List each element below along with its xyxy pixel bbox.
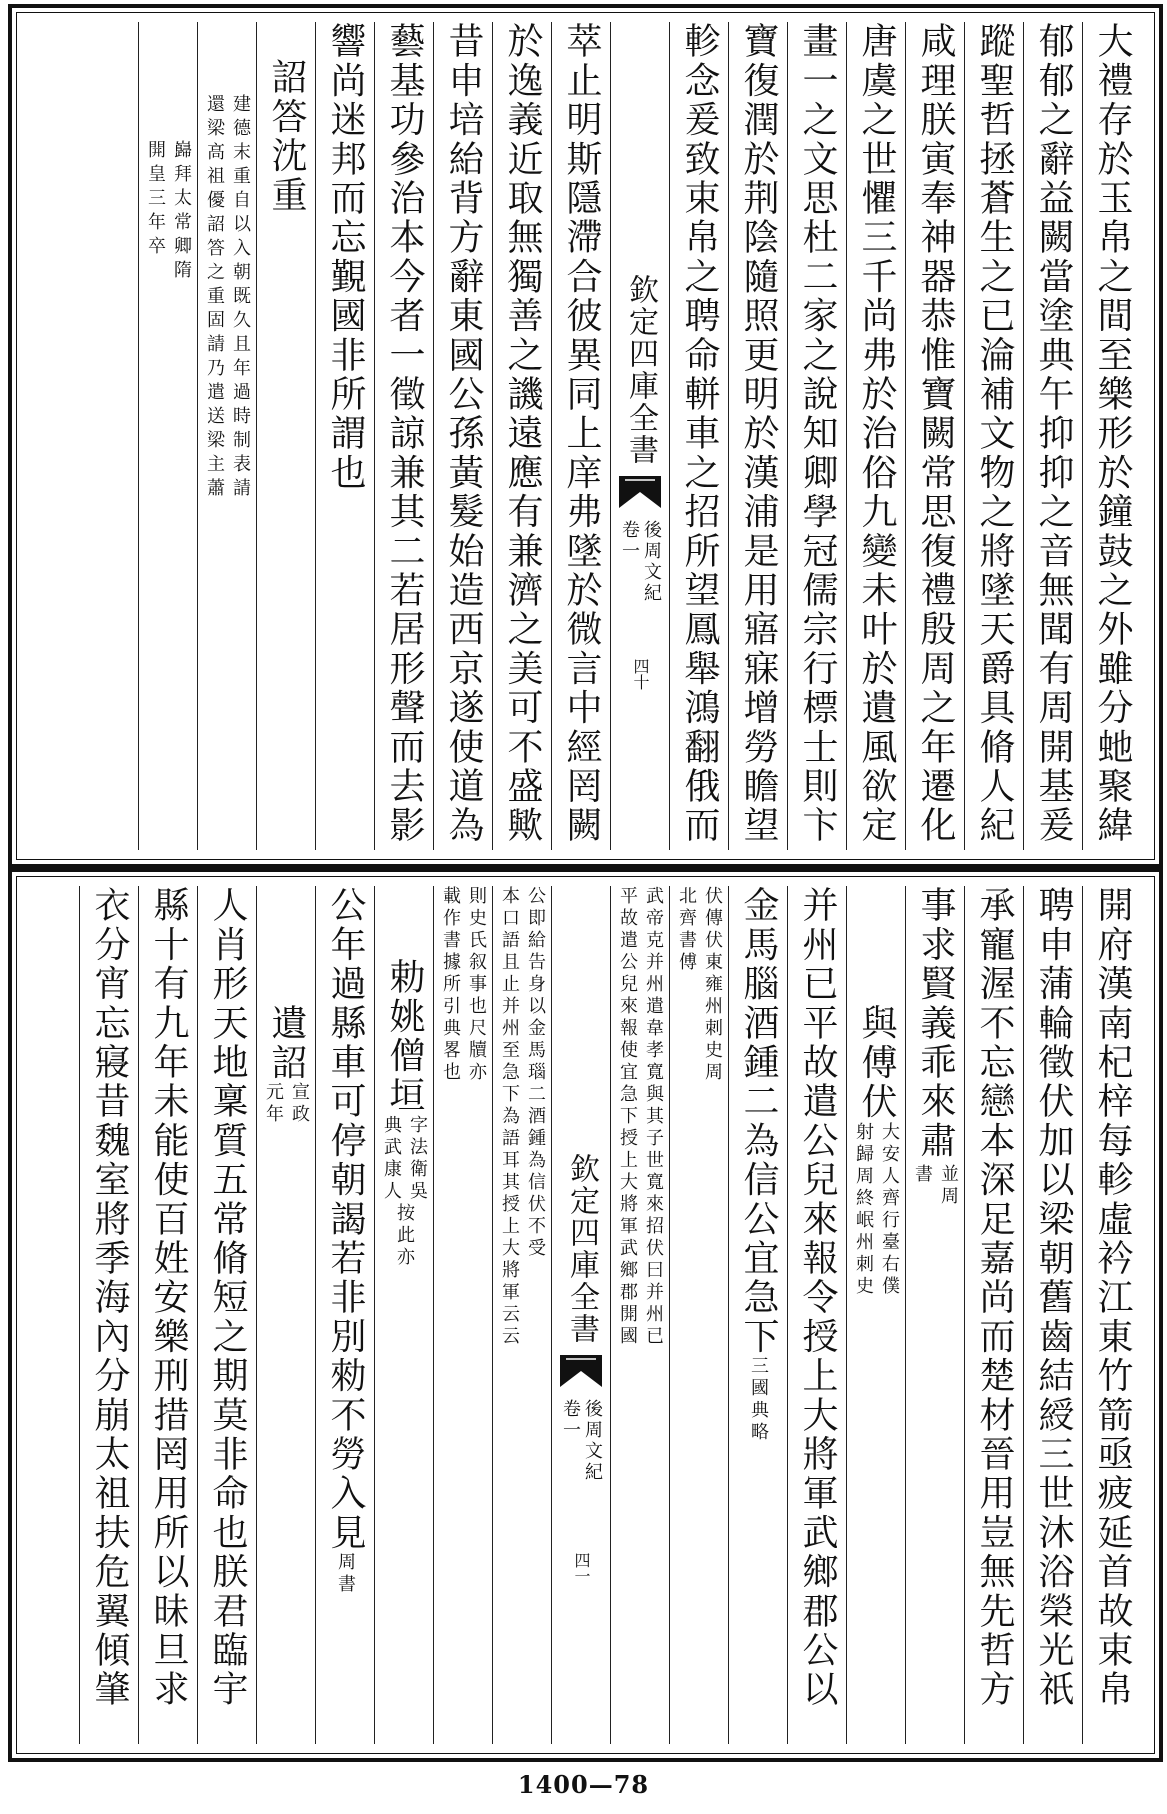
running-sub-b: 卷一 <box>619 520 640 562</box>
top-page-columns <box>30 22 1141 850</box>
running-title: 欽定四庫全書 <box>623 274 658 466</box>
bottom-page-columns <box>30 886 1141 1744</box>
text-column <box>551 22 610 850</box>
text-column <box>964 22 1023 850</box>
column-text: 并州已平故遣公兒來報令授上大將軍武鄉郡公以 <box>797 886 838 1710</box>
note-text: 武帝克并州遣韋孝寬與其子世寬來招伏曰并州已 <box>643 886 664 1348</box>
note-text: 平故遣公兒來報使宜急下授上大將軍武鄉郡開國 <box>617 886 638 1348</box>
top-page <box>8 4 1163 868</box>
column-text: 萃止明斯隱滯合彼異同上庠弗墜於微言中經罔闕 <box>561 22 602 846</box>
column-text: 響尚迷邦而忘覲國非所謂也 <box>325 22 366 493</box>
text-column <box>138 886 197 1744</box>
text-column <box>787 22 846 850</box>
running-title: 欽定四庫全書 <box>564 1153 599 1345</box>
note-text: 則史氏叙事也尺牘亦 <box>466 886 487 1084</box>
note-text: 射歸周終岷州刺史 <box>853 1121 874 1298</box>
column-text: 事求賢義乖來肅 <box>915 886 956 1161</box>
text-column <box>315 22 374 850</box>
note-text: 還梁高祖優詔答之重固請乃遣送梁主蕭 <box>204 94 225 502</box>
note-text: 書 <box>912 1164 933 1187</box>
text-column <box>315 886 374 1744</box>
column-text: 軫念爰致束帛之聘命軿車之招所望鳳舉鴻翻俄而 <box>679 22 720 846</box>
text-column <box>374 22 433 850</box>
column-text: 開府漢南杞梓每軫虛衿江東竹箭亟疲延首故束帛 <box>1092 886 1133 1710</box>
page-number: 四一 <box>572 1552 591 1584</box>
note-text: 字法衛吳 <box>407 1114 428 1203</box>
heading-text: 詔答沈重 <box>266 58 307 215</box>
column-text: 蹤聖哲拯蒼生之已淪補文物之將墜天爵具脩人紀 <box>974 22 1015 846</box>
note-text: 典武康人 <box>381 1114 402 1203</box>
running-sub <box>561 1399 601 1483</box>
note-text: 伏傳伏東雍州刺史周 <box>702 886 723 1084</box>
note-text: 周書 <box>335 1552 356 1597</box>
text-column <box>846 886 905 1744</box>
column-text: 縣十有九年未能使百姓安樂刑措罔用所以昧旦求 <box>148 886 189 1710</box>
running-head-column <box>610 22 669 850</box>
running-sub-b: 卷一 <box>560 1399 581 1441</box>
text-column <box>256 886 315 1744</box>
text-column <box>964 886 1023 1744</box>
note-text: 開皇三年卒 <box>145 140 166 260</box>
note-text: 並周 <box>938 1164 959 1209</box>
note-column <box>433 886 492 1744</box>
bottom-page <box>8 868 1163 1762</box>
note-column <box>610 886 669 1744</box>
note-text: 建德末重自以入朝既久且年過時制表請 <box>230 94 251 502</box>
text-column <box>905 22 964 850</box>
text-column <box>905 886 964 1744</box>
text-column <box>1082 886 1141 1744</box>
note-text: 本口語且止并州至急下為語耳其授上大將軍云云 <box>499 886 520 1348</box>
text-column <box>374 886 433 1744</box>
note-text: 大安人齊行臺右僕 <box>879 1121 900 1298</box>
column-text: 昔申培紿背方辭東國公孫黃髮始造西京遂使道為 <box>443 22 484 846</box>
heading-text: 勅姚僧垣 <box>384 958 425 1115</box>
running-sub-a: 後周文紀 <box>582 1399 603 1483</box>
note-text: 北齊書傅 <box>676 886 697 974</box>
note-column <box>492 886 551 1744</box>
text-column <box>1023 886 1082 1744</box>
page-footer-code: 1400—78 <box>517 1770 650 1799</box>
text-column <box>256 22 315 850</box>
text-column <box>728 886 787 1744</box>
running-sub-a: 後周文紀 <box>641 520 662 604</box>
column-text: 於逸義近取無獨善之譏遠應有兼濟之美可不盛歟 <box>502 22 543 846</box>
text-column <box>669 22 728 850</box>
column-text: 畫一之文思杜二家之說知卿學冠儒宗行標士則卞 <box>797 22 838 846</box>
page-number: 四十 <box>631 658 650 690</box>
note-column <box>197 22 256 850</box>
text-column <box>1082 22 1141 850</box>
text-column <box>846 22 905 850</box>
note-text: 公即給告身以金馬瑙二酒鍾為信伏不受 <box>525 886 546 1260</box>
text-column <box>79 886 138 1744</box>
note-text: 元年 <box>263 1082 284 1127</box>
running-head-column <box>551 886 610 1744</box>
text-column <box>1023 22 1082 850</box>
column-text: 藝基功參治本今者一徵諒兼其二若居形聲而去影 <box>384 22 425 846</box>
text-column <box>197 886 256 1744</box>
note-column <box>138 22 197 850</box>
text-column <box>492 22 551 850</box>
column-text: 衣分宵忘寢昔魏室將季海內分崩太祖扶危翼傾肇 <box>89 886 130 1710</box>
text-column <box>433 22 492 850</box>
column-text: 唐虞之世懼三千尚弗於治俗九變未叶於遺風欲定 <box>856 22 897 846</box>
fishtail-mark-icon <box>617 474 663 512</box>
column-text: 金馬腦酒鍾二為信公宜急下 <box>738 886 779 1357</box>
text-column <box>728 22 787 850</box>
column-text: 公年過縣車可停朝謁若非別勑不勞入見 <box>325 886 366 1553</box>
note-column <box>669 886 728 1744</box>
running-sub <box>620 520 660 604</box>
note-text: 宣政 <box>289 1082 310 1127</box>
column-text: 承寵渥不忘戀本深足嘉尚而楚材晉用豈無先哲方 <box>974 886 1015 1710</box>
column-text: 人肖形天地稟質五常脩短之期莫非命也朕君臨宇 <box>207 886 248 1710</box>
note-text: 巋拜太常卿隋 <box>171 140 192 284</box>
heading-text: 與傅伏 <box>856 1004 897 1122</box>
column-text: 聘申蒲輪徵伏加以梁朝舊齒結綬三世沐浴榮光祇 <box>1033 886 1074 1710</box>
note-text: 按此亦 <box>394 1202 415 1269</box>
column-text: 咸理朕寅奉神器恭惟寶闕常思復禮殷周之年遷化 <box>915 22 956 846</box>
note-text: 三國典略 <box>748 1356 769 1445</box>
fishtail-mark-icon <box>558 1353 604 1391</box>
column-text: 郁郁之辭益闕當塗典午抑抑之音無聞有周開基爰 <box>1033 22 1074 846</box>
note-text: 載作書據所引典畧也 <box>440 886 461 1084</box>
text-column <box>787 886 846 1744</box>
column-text: 寶復潤於荆陰隨照更明於漢浦是用寤寐增勞瞻望 <box>738 22 779 846</box>
heading-text: 遺詔 <box>266 1004 307 1083</box>
column-text: 大禮存於玉帛之間至樂形於鐘鼓之外雖分虵聚緯 <box>1092 22 1133 846</box>
